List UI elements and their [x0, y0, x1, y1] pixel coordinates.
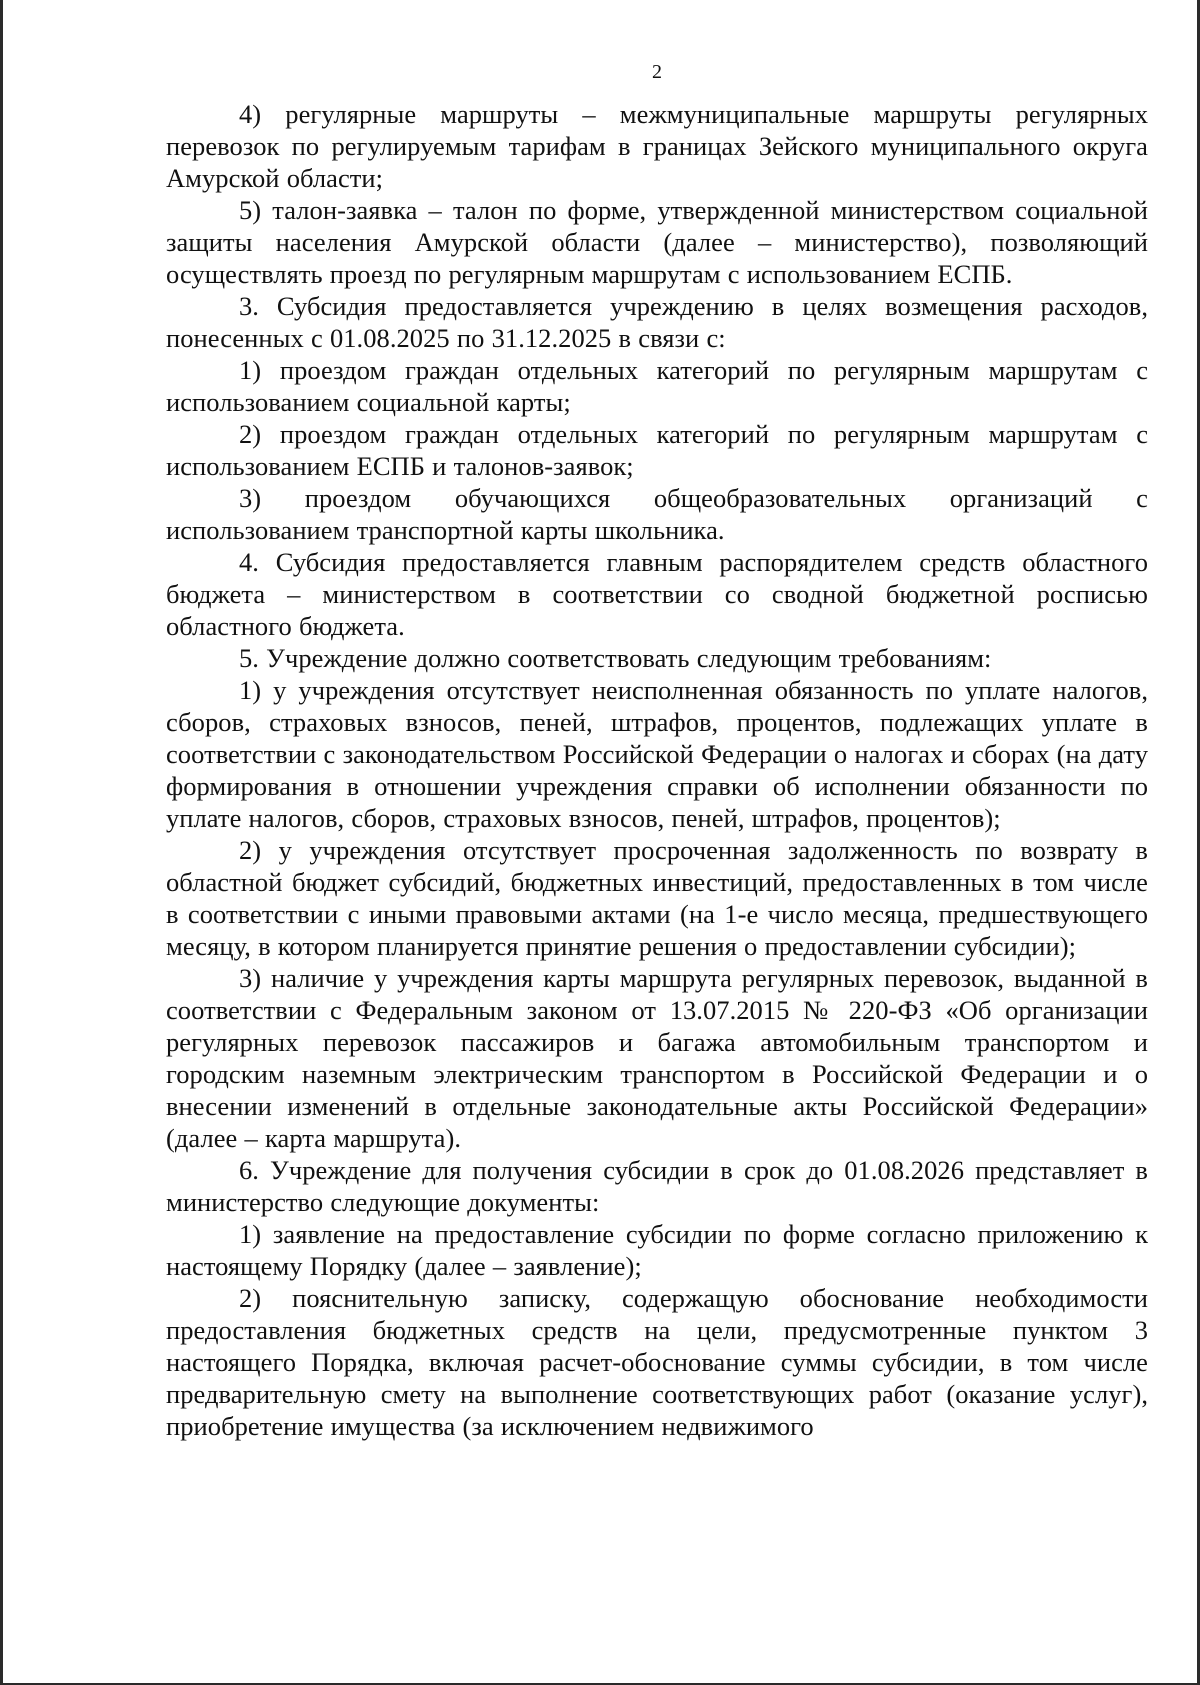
- document-page: [166, 52, 1148, 1442]
- paragraph-6-2-explanatory-note: 2) пояснительную записку, содержащую обоснование необходимости предоставления бюджетных средств на цели, предусмотренные пунктом 3 настоящего Порядка, включая расчет-обоснование суммы субсидии, в том числе предварительную смету на выполнение соответствующих работ (оказание услуг), приобретение имущества (за исключением недвижимого: [166, 1283, 1148, 1441]
- paragraph-4-regular-routes: 4) регулярные маршруты – межмуниципальные маршруты регулярных перевозок по регулируемым тарифам в границах Зейского муниципального округа Амурской области;: [166, 99, 1148, 193]
- paragraph-4-budget-manager: 4. Субсидия предоставляется главным распорядителем средств областного бюджета – министерством в соответствии со сводной бюджетной росписью областного бюджета.: [166, 547, 1148, 641]
- paragraph-3-subsidy-purpose: 3. Субсидия предоставляется учреждению в целях возмещения расходов, понесенных с 01.08.2025 по 31.12.2025 в связи с:: [166, 291, 1148, 353]
- paragraph-5-1-no-tax-debt: 1) у учреждения отсутствует неисполненная обязанность по уплате налогов, сборов, страховых взносов, пеней, штрафов, процентов, подлежащих уплате в соответствии с законодательством Российской Федерации о налогах и сборах (на дату формирования в отношении учреждения справки об исполнении обязанности по уплате налогов, сборов, страховых взносов, пеней, штрафов, процентов);: [166, 675, 1148, 833]
- paragraph-5-requirements: 5. Учреждение должно соответствовать следующим требованиям:: [239, 643, 992, 673]
- paragraph-3-2-espb: 2) проездом граждан отдельных категорий по регулярным маршрутам с использованием ЕСПБ и талонов-заявок;: [166, 419, 1148, 481]
- paragraph-5-2-no-overdue-debt: 2) у учреждения отсутствует просроченная задолженность по возврату в областной бюджет субсидий, бюджетных инвестиций, предоставленных в том числе в соответствии с иными правовыми актами (на 1-е число месяца, предшествующего месяцу, в котором планируется принятие решения о предоставлении субсидии);: [166, 835, 1148, 961]
- paragraph-6-1-application: 1) заявление на предоставление субсидии по форме согласно приложению к настоящему Порядку (далее – заявление);: [166, 1219, 1148, 1281]
- paragraph-6-documents: 6. Учреждение для получения субсидии в срок до 01.08.2026 представляет в министерство следующие документы:: [166, 1155, 1148, 1217]
- paragraph-5-ticket-request: 5) талон-заявка – талон по форме, утвержденной министерством социальной защиты населения Амурской области (далее – министерство), позволяющий осуществлять проезд по регулярным маршрутам с использованием ЕСПБ.: [166, 195, 1148, 289]
- paragraph-5-3-route-card: 3) наличие у учреждения карты маршрута регулярных перевозок, выданной в соответствии с Федеральным законом от 13.07.2015 № 220-ФЗ «Об организации регулярных перевозок пассажиров и багажа автомобильным транспортом и городским наземным электрическим транспортом в Российской Федерации и о внесении изменений в отдельные законодательные акты Российской Федерации» (далее – карта маршрута).: [166, 963, 1148, 1153]
- paragraph-3-3-school-card: 3) проездом обучающихся общеобразовательных организаций с использованием транспортной карты школьника.: [166, 483, 1148, 545]
- paragraph-3-1-social-card: 1) проездом граждан отдельных категорий по регулярным маршрутам с использованием социальной карты;: [166, 355, 1148, 417]
- page-number: 2: [652, 61, 662, 83]
